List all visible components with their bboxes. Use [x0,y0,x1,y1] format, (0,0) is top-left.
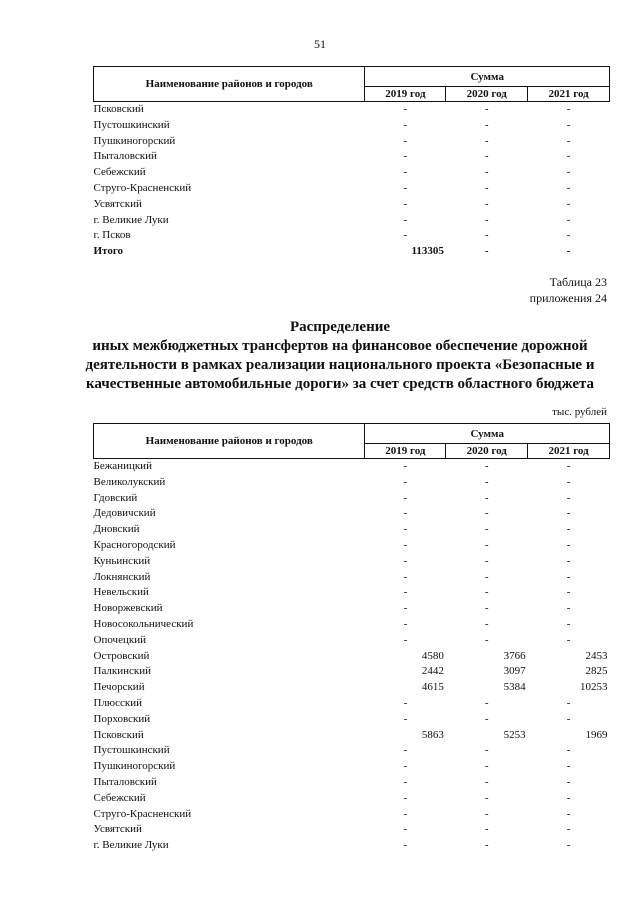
table-row [94,696,610,712]
district-name-cell: Локнянский [93,570,151,583]
value-2020-cell: - [484,491,489,504]
value-2019-cell: - [403,213,408,226]
district-name-cell: Печорский [93,681,145,694]
district-name-cell: Итого [93,245,124,258]
value-2020-cell: 3097 [503,665,526,678]
title-line: качественные автомобильные дороги» за счет средств областного бюджета [85,376,595,392]
value-2020-cell: - [484,602,489,615]
value-2019-cell: - [403,150,408,163]
value-2020-cell: - [484,245,489,258]
table-row [94,165,610,181]
total-row [94,244,610,260]
value-2021-cell: - [566,491,571,504]
allocation-table-continued [93,66,610,260]
value-2020-cell: - [484,807,489,820]
value-2019-cell: 4580 [421,649,444,662]
table-row [94,791,610,807]
table-label [530,274,607,306]
value-2020-cell: - [484,181,489,194]
value-2019-cell: 113305 [411,245,444,258]
district-name-cell: Порховский [93,712,151,725]
value-2021-cell: - [566,791,571,804]
district-name-cell: Великолукский [93,475,166,488]
district-name-cell: Пыталовский [93,150,157,163]
column-header-sum: Сумма [365,67,610,87]
value-2021-cell: - [566,823,571,836]
district-name-cell: Усвятский [93,823,142,836]
district-name-cell: Опочецкий [93,633,146,646]
value-2020-cell: 3766 [503,649,526,662]
value-2020-cell: 5253 [503,728,526,741]
appendix-reference: приложения 24 [529,291,607,305]
value-2021-cell: - [566,570,571,583]
value-2020-cell: - [484,166,489,179]
district-name-cell: Пыталовский [93,775,157,788]
value-2021-cell: - [566,760,571,773]
table-row [94,712,610,728]
value-2019-cell: - [403,712,408,725]
value-2019-cell: - [403,523,408,536]
table-row [94,554,610,570]
value-2019-cell: - [403,775,408,788]
district-name-cell: Пушкиногорский [93,134,176,147]
district-name-cell: Пушкиногорский [93,760,176,773]
value-2020-cell: - [484,150,489,163]
value-2021-cell: - [566,166,571,179]
district-name-cell: Палкинский [93,665,152,678]
units-label: тыс. рублей [552,406,607,418]
value-2021-cell: - [566,617,571,630]
column-header-sum: Сумма [365,424,610,444]
value-2021-cell: - [566,229,571,242]
value-2020-cell: - [484,475,489,488]
value-2020-cell: - [484,760,489,773]
district-name-cell: Себежский [93,791,146,804]
value-2020-cell: - [484,103,489,115]
district-name-cell: Красногородский [93,538,176,551]
district-name-cell: Струго-Красненский [93,807,192,820]
value-2019-cell: - [403,602,408,615]
value-2019-cell: 4615 [421,681,444,694]
value-2021-cell: - [566,181,571,194]
value-2019-cell: - [403,491,408,504]
value-2019-cell: - [403,791,408,804]
value-2021-cell: - [566,523,571,536]
value-2019-cell: - [403,475,408,488]
district-name-cell: Псковский [93,728,144,741]
value-2019-cell: - [403,103,408,115]
district-name-cell: Псковский [93,103,144,115]
value-2019-cell: - [403,744,408,757]
district-name-cell: Новосокольнический [93,617,194,630]
district-name-cell: г. Великие Луки [93,213,169,226]
table-row [94,522,610,538]
district-name-cell: Пустошкинский [93,744,170,757]
title-line: иных межбюджетных трансфертов на финансовое обеспечение дорожной [92,338,588,354]
table-row [94,102,610,118]
district-name-cell: Дновский [93,523,140,536]
value-2020-cell: 5384 [503,681,526,694]
value-2020-cell: - [484,633,489,646]
value-2019-cell: - [403,839,408,852]
value-2020-cell: - [484,712,489,725]
table-row [94,822,610,838]
value-2019-cell: - [403,181,408,194]
table-row [94,149,610,165]
title-line: Распределение [289,319,391,335]
district-name-cell: г. Псков [93,229,131,242]
value-2021-cell: - [566,744,571,757]
value-2019-cell: - [403,460,408,472]
column-header-2019: 2019 год [365,87,446,102]
value-2020-cell: - [484,507,489,520]
value-2021-cell: - [566,103,571,115]
value-2021-cell: - [566,633,571,646]
value-2020-cell: - [484,823,489,836]
table-row [94,807,610,823]
column-header-name: Наименование районов и городов [94,424,365,459]
value-2021-cell: 1969 [585,728,608,741]
document-title [60,318,620,394]
value-2020-cell: - [484,554,489,567]
table-row [94,633,610,649]
value-2021-cell: - [566,775,571,788]
table-row [94,617,610,633]
district-name-cell: Струго-Красненский [93,181,192,194]
value-2019-cell: - [403,696,408,709]
value-2019-cell: - [403,507,408,520]
value-2021-cell: - [566,538,571,551]
table-row [94,838,610,854]
table-row [94,585,610,601]
value-2019-cell: 5863 [421,728,444,741]
value-2019-cell: - [403,633,408,646]
value-2021-cell: - [566,150,571,163]
table-row [94,181,610,197]
value-2020-cell: - [484,197,489,210]
district-name-cell: Куньинский [93,554,151,567]
table1-body [94,102,610,260]
value-2021-cell: - [566,807,571,820]
table-row [94,775,610,791]
value-2021-cell: - [566,118,571,131]
table-row [94,228,610,244]
table-row [94,118,610,134]
table-row [94,134,610,150]
district-name-cell: Бежаницкий [93,460,152,472]
district-name-cell: Новоржевский [93,602,163,615]
table2-body [94,459,610,854]
value-2019-cell: - [403,538,408,551]
value-2021-cell: - [566,696,571,709]
value-2020-cell: - [484,460,489,472]
table-row [94,475,610,491]
value-2020-cell: - [484,213,489,226]
value-2020-cell: - [484,134,489,147]
table-row [94,601,610,617]
value-2019-cell: - [403,807,408,820]
value-2021-cell: - [566,602,571,615]
value-2021-cell: - [566,134,571,147]
table-row [94,743,610,759]
value-2021-cell: - [566,197,571,210]
value-2020-cell: - [484,791,489,804]
value-2020-cell: - [484,744,489,757]
value-2019-cell: - [403,118,408,131]
table-row [94,759,610,775]
value-2019-cell: - [403,586,408,599]
value-2020-cell: - [484,229,489,242]
district-name-cell: Гдовский [93,491,138,504]
column-header-2021: 2021 год [528,444,610,459]
value-2019-cell: - [403,197,408,210]
value-2021-cell: 10253 [580,681,608,694]
value-2021-cell: - [566,475,571,488]
column-header-2020: 2020 год [446,87,528,102]
table-row [94,538,610,554]
value-2020-cell: - [484,586,489,599]
value-2021-cell: - [566,554,571,567]
allocation-table [93,423,610,854]
value-2019-cell: - [403,570,408,583]
title-line: деятельности в рамках реализации национального проекта «Безопасные и [85,357,595,373]
value-2020-cell: - [484,696,489,709]
value-2021-cell: - [566,507,571,520]
value-2020-cell: - [484,617,489,630]
district-name-cell: Дедовичский [93,507,156,520]
district-name-cell: Невельский [93,586,149,599]
value-2020-cell: - [484,839,489,852]
table-row [94,570,610,586]
value-2019-cell: 2442 [421,665,444,678]
district-name-cell: Пустошкинский [93,118,170,131]
table-row [94,506,610,522]
value-2019-cell: - [403,134,408,147]
value-2021-cell: 2453 [585,649,608,662]
table-row [94,649,610,665]
column-header-name: Наименование районов и городов [94,67,365,102]
table-number: Таблица 23 [549,275,607,289]
district-name-cell: Островский [93,649,150,662]
value-2019-cell: - [403,760,408,773]
value-2021-cell: - [566,460,571,472]
value-2021-cell: 2825 [585,665,608,678]
table-row [94,459,610,475]
value-2020-cell: - [484,523,489,536]
value-2021-cell: - [566,586,571,599]
value-2020-cell: - [484,538,489,551]
value-2021-cell: - [566,213,571,226]
value-2021-cell: - [566,839,571,852]
value-2021-cell: - [566,712,571,725]
column-header-2020: 2020 год [446,444,528,459]
column-header-2019: 2019 год [365,444,446,459]
table-row [94,664,610,680]
table-row [94,213,610,229]
district-name-cell: г. Великие Луки [93,839,169,852]
value-2019-cell: - [403,166,408,179]
value-2020-cell: - [484,570,489,583]
value-2020-cell: - [484,118,489,131]
table-row [94,491,610,507]
table-row [94,197,610,213]
district-name-cell: Усвятский [93,197,142,210]
value-2019-cell: - [403,617,408,630]
table-row [94,680,610,696]
value-2019-cell: - [403,554,408,567]
value-2021-cell: - [566,245,571,258]
column-header-2021: 2021 год [528,87,610,102]
page-number: 51 [314,37,326,51]
value-2020-cell: - [484,775,489,788]
district-name-cell: Себежский [93,166,146,179]
table-row [94,728,610,744]
value-2019-cell: - [403,229,408,242]
district-name-cell: Плюсский [93,696,143,709]
value-2019-cell: - [403,823,408,836]
